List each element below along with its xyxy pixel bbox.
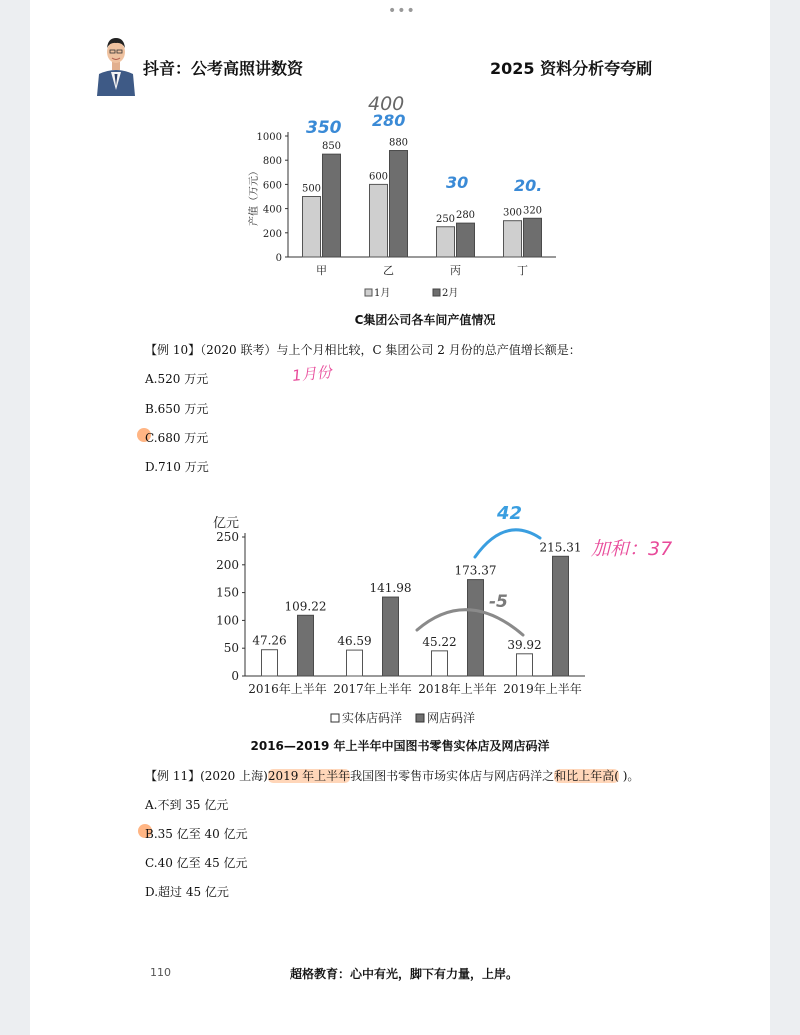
chart1-note-280: 280: [372, 111, 406, 130]
chart-workshop-output: [240, 80, 580, 305]
chart1-data-label: 500: [301, 183, 322, 195]
chart2-ytick: 100: [216, 613, 239, 628]
chart1-legend-swatch: [433, 289, 440, 296]
chart1-data-label: 320: [522, 205, 543, 217]
chart1-legend-label: 1月: [374, 288, 391, 299]
q11-mid: 我国图书零售市场实体店与网店码洋之: [350, 769, 555, 783]
chart2-category-label: 2019年上半年: [503, 682, 582, 696]
chart2-data-label: 45.22: [422, 634, 457, 649]
chart1-data-label: 600: [368, 171, 389, 183]
chart2-category-label: 2017年上半年: [333, 682, 412, 696]
chart2-data-label: 47.26: [252, 633, 287, 648]
chart1-bar: [303, 197, 321, 258]
q11-suffix: )。: [618, 769, 640, 783]
chart1-ytick: 200: [262, 228, 282, 240]
chart2-ytick: 0: [231, 669, 239, 683]
chart1-ytick: 600: [262, 180, 282, 192]
chart1-category-label: 丙: [450, 264, 461, 277]
chart2-data-label: 173.37: [454, 563, 497, 578]
q11-highlight-year: 2019 年上半年: [267, 769, 351, 783]
chart2-legend-swatch: [331, 714, 339, 722]
header-left-title: 抖音：公考高照讲数资: [143, 59, 304, 78]
chart2-ytick: 150: [216, 585, 239, 600]
chart1-bar: [390, 151, 408, 257]
more-menu-icon[interactable]: •••: [388, 3, 416, 19]
header-right-title: 2025 资料分析夸夸刷: [490, 59, 653, 78]
chart2-ytick: 250: [216, 530, 239, 544]
chart1-ytick: 400: [262, 204, 282, 216]
chart1-ytick: 0: [275, 253, 282, 264]
q11-stem: [145, 767, 639, 784]
presenter-avatar: [95, 30, 137, 96]
chart2-ytick: 50: [223, 641, 239, 656]
chart1-note-350: 350: [306, 118, 342, 138]
chart2-bar: [517, 654, 533, 676]
chart2-bar: [553, 556, 569, 676]
chart1-ytick: 1000: [256, 132, 282, 143]
chart2-note-42: 42: [497, 503, 523, 524]
q10-note: 1月份: [291, 362, 333, 386]
page-number: 110: [150, 966, 171, 979]
q11-highlight-sum: 和比上年高(: [554, 769, 619, 783]
chart2-note-minus5: -5: [489, 592, 508, 612]
q11-option-a[interactable]: A.不到 35 亿元: [145, 798, 229, 812]
chart1-category-label: 丁: [517, 264, 528, 277]
chart2-bar: [347, 650, 363, 676]
chart1-data-label: 250: [435, 213, 456, 225]
chart1-legend-swatch: [365, 289, 372, 296]
chart2-bar: [298, 615, 314, 676]
chart2-bar: [383, 597, 399, 676]
chart2-category-label: 2018年上半年: [418, 682, 497, 696]
chart2-bar: [262, 650, 278, 676]
chart2-data-label: 109.22: [284, 599, 327, 614]
chart2-bar: [432, 651, 448, 676]
chart2-legend-label: 实体店码洋: [342, 711, 403, 725]
q10-option-a[interactable]: A.520 万元: [145, 372, 209, 386]
chart1-note-20: 20.: [514, 176, 543, 195]
chart2-data-label: 215.31: [539, 540, 582, 555]
chart2-bar: [468, 580, 484, 676]
q11-option-b[interactable]: B.35 亿至 40 亿元: [145, 827, 248, 841]
chart2-note-sum: 加和：37: [591, 538, 673, 560]
q11-option-c[interactable]: C.40 亿至 45 亿元: [145, 856, 248, 870]
chart1-bar: [457, 223, 475, 257]
chart2-caption: 2016—2019 年上半年中国图书零售实体店及网店码洋: [250, 739, 550, 753]
chart1-bar: [504, 221, 522, 257]
q11-prefix: 【例 11】(2020 上海): [145, 769, 268, 783]
chart2-legend-swatch: [416, 714, 424, 722]
q10-option-b[interactable]: B.650 万元: [145, 402, 209, 416]
q11-option-d[interactable]: D.超过 45 亿元: [145, 885, 229, 899]
chart2-data-label: 141.98: [369, 581, 412, 596]
chart1-data-label: 850: [321, 141, 342, 153]
chart2-legend-label: 网店码洋: [427, 711, 476, 725]
chart1-note-400: 400: [368, 93, 405, 115]
chart1-data-label: 280: [455, 210, 476, 222]
chart1-ytick: 800: [262, 156, 282, 168]
chart2-data-label: 46.59: [337, 634, 372, 649]
chart1-data-label: 300: [502, 207, 523, 219]
chart2-data-label: 39.92: [507, 637, 542, 652]
q10-option-c[interactable]: C.680 万元: [145, 431, 209, 445]
q10-option-d[interactable]: D.710 万元: [145, 460, 209, 474]
footer-slogan: 超格教育：心中有光，脚下有力量，上岸。: [290, 967, 519, 981]
chart-book-retail: [205, 495, 680, 730]
chart1-category-label: 甲: [316, 264, 327, 277]
chart2-category-label: 2016年上半年: [248, 682, 327, 696]
chart1-note-30: 30: [446, 173, 469, 192]
chart2-note-arc-blue: [475, 530, 540, 557]
chart1-caption: C集团公司各车间产值情况: [354, 313, 496, 327]
chart1-y-axis-label: 产值（万元）: [249, 166, 260, 226]
chart1-legend-label: 2月: [442, 288, 459, 299]
chart2-ytick: 200: [216, 557, 239, 572]
chart1-bar: [524, 218, 542, 257]
q10-stem: 【例 10】（2020 联考）与上个月相比较，C 集团公司 2 月份的总产值增长额是：: [145, 343, 581, 357]
chart1-bar: [370, 184, 388, 257]
chart1-bar: [437, 227, 455, 257]
chart1-category-label: 乙: [383, 264, 394, 277]
chart1-bar: [323, 154, 341, 257]
chart2-y-axis-label: 亿元: [213, 516, 240, 531]
chart1-data-label: 880: [388, 137, 409, 149]
